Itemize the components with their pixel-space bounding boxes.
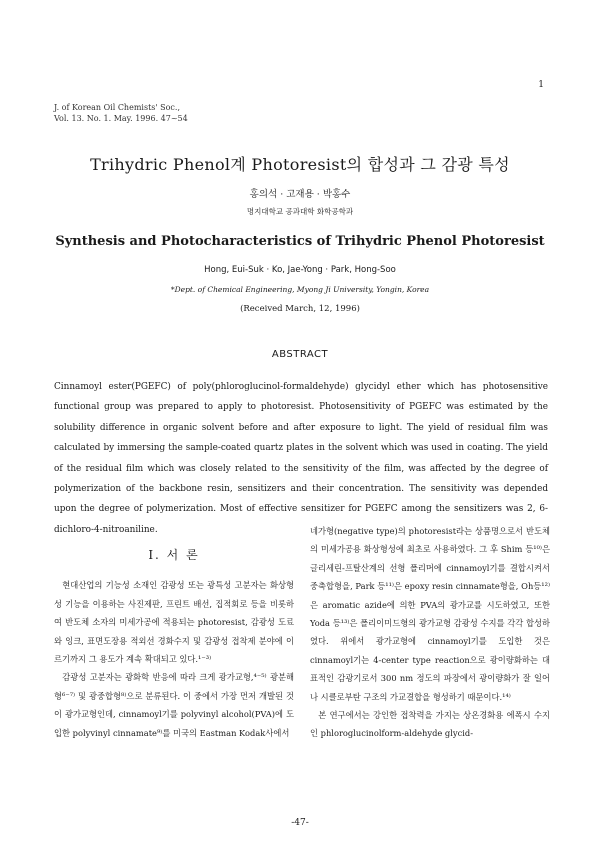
footer-page-number: -47- — [291, 818, 309, 828]
intro-paragraph-1: 현대산업의 기능성 소재인 감광성 또는 광특성 고분자는 화상형성 기능을 이용하는 사진제판, 프린트 배선, 집적회로 등을 비롯하여 반도체 소자의 미세가공에 적용되는 photoresist, 감광성 도료와 잉크, 표면도장용 적외선 경화수지 및 감광성 접착제 분야에 이르기까지 그 용도가 계속 확대되고 있다.¹⁻³⁾ — [54, 580, 294, 665]
received-date: (Received March, 12, 1996) — [240, 304, 360, 314]
journal-line-2: Vol. 13. No. 1. May. 1996. 47~54 — [54, 114, 188, 123]
section-heading-introduction: Ⅰ. 서 론 — [148, 548, 200, 562]
affiliation-english: *Dept. of Chemical Engineering, Myong Ji University, Yongin, Korea — [170, 285, 430, 294]
paper-title-korean: Trihydric Phenol계 Photoresist의 합성과 그 감광 특성 — [90, 155, 510, 174]
intro-paragraph-4: 본 연구에서는 강인한 접착력을 가지는 상온경화용 에폭시 수지인 phloroglucinolform-aldehyde glycid- — [310, 710, 550, 739]
right-column — [310, 522, 550, 743]
paper-title-english: Synthesis and Photocharacteristics of Trihydric Phenol Photoresist — [55, 234, 545, 249]
abstract-heading: ABSTRACT — [271, 349, 329, 360]
journal-line-1: J. of Korean Oil Chemists' Soc., — [54, 103, 180, 112]
authors-english: Hong, Eui-Suk · Ko, Jae-Yong · Park, Hong-Soo — [204, 265, 396, 275]
authors-korean: 홍의석 · 고재용 · 박홍수 — [249, 189, 351, 200]
left-column — [54, 546, 294, 742]
journal-citation — [54, 102, 188, 124]
affiliation-korean: 명지대학교 공과대학 화학공학과 — [246, 207, 354, 216]
page-number: 1 — [538, 80, 544, 90]
intro-paragraph-2: 감광성 고분자는 광화학 반응에 따라 크게 광가교형,⁴⁻⁵⁾ 광분해형⁶⁻⁷⁾ 및 광중합형⁸⁾으로 분류된다. 이 중에서 가장 먼저 개발된 것이 광가교형인데, cinnamoyl기를 polyvinyl alcohol(PVA)에 도입한 polyvinyl cinnamate⁹⁾를 미국의 Eastman Kodak사에서 — [54, 672, 294, 738]
intro-paragraph-3: 네가형(negative type)의 photoresist라는 상품명으로서 반도체의 미세가공용 화상형성에 최초로 사용하였다. 그 후 Shim 등¹⁰⁾은 글리세린-프탈산계의 선형 폴리머에 cinnamoyl기를 결합시켜서 중축합형을, Park 등¹¹⁾은 epoxy resin cinnamate형을, Oh등¹²⁾은 aromatic azide에 의한 PVA의 광가교를 시도하였고, 또한 Yoda 등¹³⁾은 폴리이미드형의 광가교형 감광성 수지를 각각 합성하였다. 위에서 광가교형에 cinnamoyl기를 도입한 것은 cinnamoyl기는 4-center type reaction으로 광이량화하는 대표적인 감광기로서 300 nm 정도의 파장에서 광이량화가 잘 일어나 시클로부탄 구조의 가교결합을 형성하기 때문이다.¹⁴⁾ — [310, 526, 550, 702]
abstract-body: Cinnamoyl ester(PGEFC) of poly(phloroglucinol-formaldehyde) glycidyl ether which has photosensitive functional group was prepared to apply to photoresist. Photosensitivity of PGEFC was estimated by the solubility difference in organic solvent before and after exposure to light. The yield of residual film was calculated by immersing the sample-coated quartz plates in the solvent which was used in coating. The yield of the residual film which was closely related to the sensitivity of the film, was affected by the degree of polymerization of the backbone resin, sensitizers and their concentration. The sensitivity was depended upon the degree of polymerization. Most of effective sensitizer for PGEFC among the sensitizers was 2, 6-dichloro-4-nitroaniline. — [54, 382, 548, 535]
